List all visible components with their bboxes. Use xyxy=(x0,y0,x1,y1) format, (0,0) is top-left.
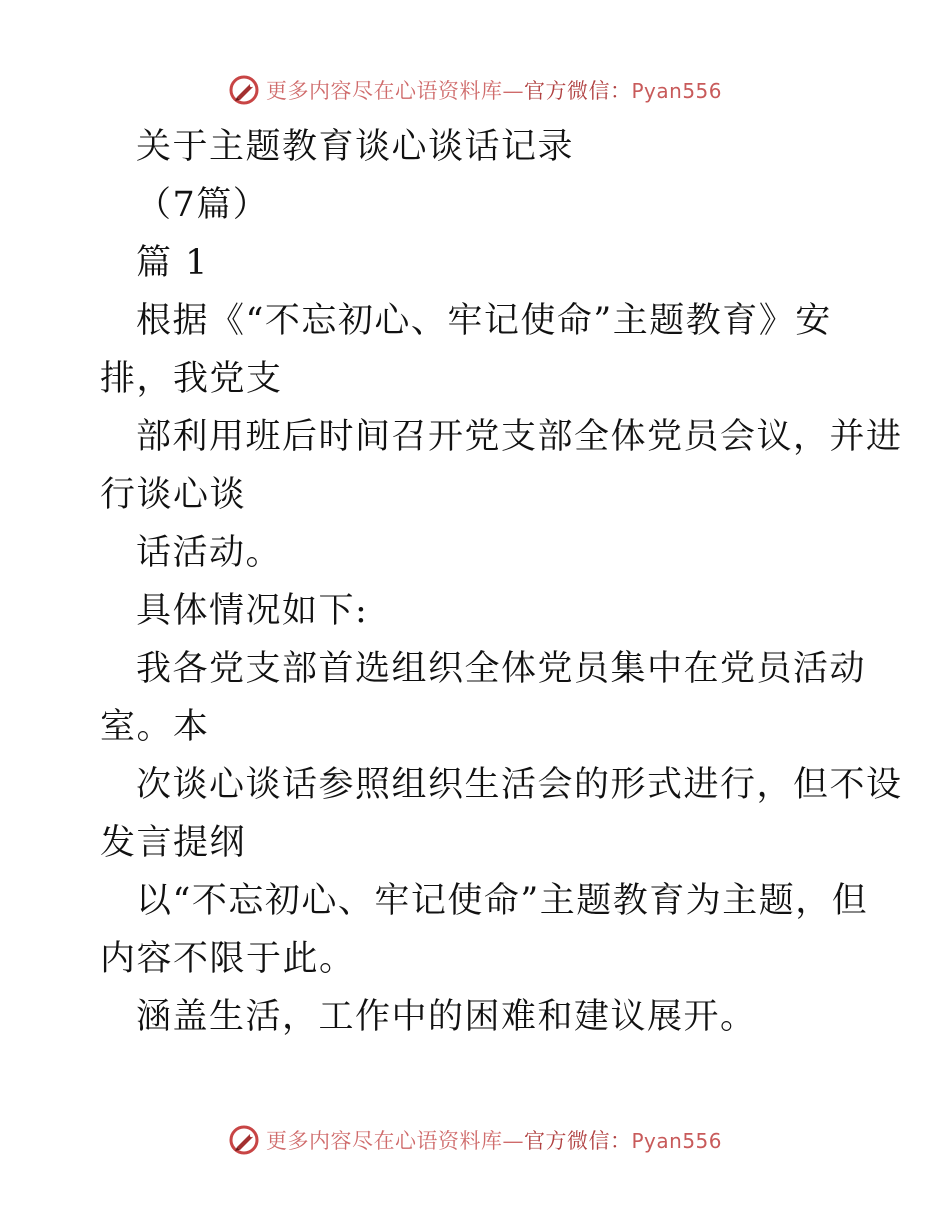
watermark-handle: Pyan556 xyxy=(631,1129,722,1153)
document-line: 以“不忘初心、牢记使命”主题教育为主题，但 xyxy=(136,881,869,921)
document-line: 涵盖生活，工作中的困难和建议展开。 xyxy=(136,997,757,1037)
watermark-text xyxy=(266,1125,722,1155)
document-line: 篇 1 xyxy=(136,243,209,283)
watermark-wechat-label: 官方微信： xyxy=(523,79,632,103)
pen-logo-icon xyxy=(228,74,260,106)
document-line: 次谈心谈话参照组织生活会的形式进行，但不设 xyxy=(136,765,903,805)
watermark-dash: — xyxy=(502,79,524,103)
watermark-handle: Pyan556 xyxy=(631,79,722,103)
document-line: 部利用班后时间召开党支部全体党员会议，并进 xyxy=(136,417,903,457)
header-watermark xyxy=(0,70,950,110)
watermark-main-text: 更多内容尽在心语资料库 xyxy=(265,79,503,103)
watermark-wechat-label: 官方微信： xyxy=(523,1129,632,1153)
document-line: 具体情况如下: xyxy=(136,591,369,631)
document-line: 行谈心谈 xyxy=(100,475,247,515)
document-line: 内容不限于此。 xyxy=(100,939,356,979)
watermark-text xyxy=(266,75,722,105)
document-line: 发言提纲 xyxy=(100,823,247,863)
document-line: 我各党支部首选组织全体党员集中在党员活动 xyxy=(136,649,867,689)
document-body xyxy=(100,118,903,1046)
document-line: 室。本 xyxy=(100,707,210,747)
footer-watermark xyxy=(0,1120,950,1160)
pen-logo-icon xyxy=(228,1124,260,1156)
document-line: 根据《“不忘初心、牢记使命”主题教育》安 xyxy=(136,301,832,341)
document-line: 排，我党支 xyxy=(100,359,283,399)
document-line: 话活动。 xyxy=(136,533,283,573)
watermark-dash: — xyxy=(502,1129,524,1153)
watermark-main-text: 更多内容尽在心语资料库 xyxy=(265,1129,503,1153)
document-title: 关于主题教育谈心谈话记录 xyxy=(136,127,575,167)
document-line: （7篇） xyxy=(136,185,270,225)
